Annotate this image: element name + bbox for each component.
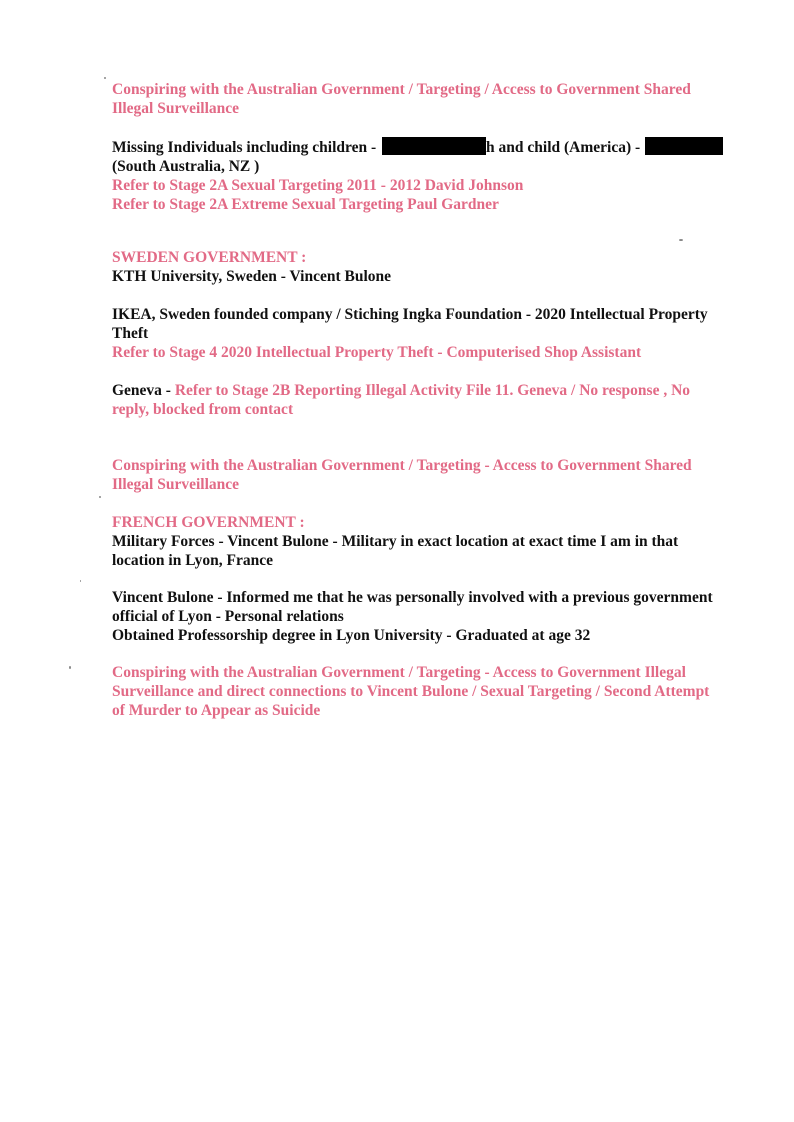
sweden-conspiring [112,456,752,494]
scan-speck [99,496,101,498]
missing-partial-char: h [486,139,495,156]
france-conspiring [112,663,752,720]
france-section [112,513,752,570]
geneva-line1 [112,381,752,400]
scan-speck [104,77,106,79]
sweden-section [112,248,752,286]
scan-speck [679,239,683,241]
military-line1: Military Forces - Vincent Bulone - Military in exact location at exact time I am in that [112,533,679,550]
scan-speck [80,580,81,582]
scan-speck [69,666,71,669]
redaction-block-2 [645,137,723,155]
missing-line1 [112,137,752,157]
bulone-line1: Vincent Bulone - Informed me that he was personally involved with a previous government [112,589,713,606]
geneva-ref-part2: reply, blocked from contact [112,401,294,418]
military-line2: location in Lyon, France [112,552,274,569]
sweden-conspiring-line1: Conspiring with the Australian Government / Targeting - Access to Government Shared [112,457,692,474]
ikea-entry [112,305,752,362]
bulone-line2: official of Lyon - Personal relations [112,608,344,625]
sweden-heading: SWEDEN GOVERNMENT : [112,249,307,266]
geneva-ref-part1: Refer to Stage 2B Reporting Illegal Activity File 11. Geneva / No response , No [174,382,691,399]
missing-mid: and child (America) - [498,139,641,156]
missing-line2: (South Australia, NZ ) [112,158,260,175]
sweden-conspiring-line2: Illegal Surveillance [112,476,240,493]
ref-stage-2a-johnson: Refer to Stage 2A Sexual Targeting 2011 - 2012 David Johnson [112,177,524,194]
geneva-label: Geneva - [112,382,171,399]
ikea-ref: Refer to Stage 4 2020 Intellectual Property Theft - Computerised Shop Assistant [112,344,642,361]
missing-individuals [112,137,752,214]
missing-prefix: Missing Individuals including children - [112,139,377,156]
france-heading: FRENCH GOVERNMENT : [112,514,305,531]
kth-line: KTH University, Sweden - Vincent Bulone [112,268,392,285]
redaction-block-1 [382,137,486,155]
ikea-line1: IKEA, Sweden founded company / Stiching Ingka Foundation - 2020 Intellectual Property [112,306,708,323]
france-conspiring-line1: Conspiring with the Australian Government / Targeting - Access to Government Illegal [112,664,686,681]
bulone-entry [112,588,752,645]
australia-heading-line2: Illegal Surveillance [112,100,240,117]
ikea-line2: Theft [112,325,149,342]
australia-conspiring-heading [112,80,752,118]
australia-heading-line1: Conspiring with the Australian Government / Targeting / Access to Government Shared [112,81,691,98]
bulone-line3: Obtained Professorship degree in Lyon University - Graduated at age 32 [112,627,591,644]
france-conspiring-line2: Surveillance and direct connections to Vincent Bulone / Sexual Targeting / Second Attempt [112,683,710,700]
geneva-entry [112,381,752,419]
france-conspiring-line3: of Murder to Appear as Suicide [112,702,321,719]
ref-stage-2a-gardner: Refer to Stage 2A Extreme Sexual Targeting Paul Gardner [112,196,499,213]
